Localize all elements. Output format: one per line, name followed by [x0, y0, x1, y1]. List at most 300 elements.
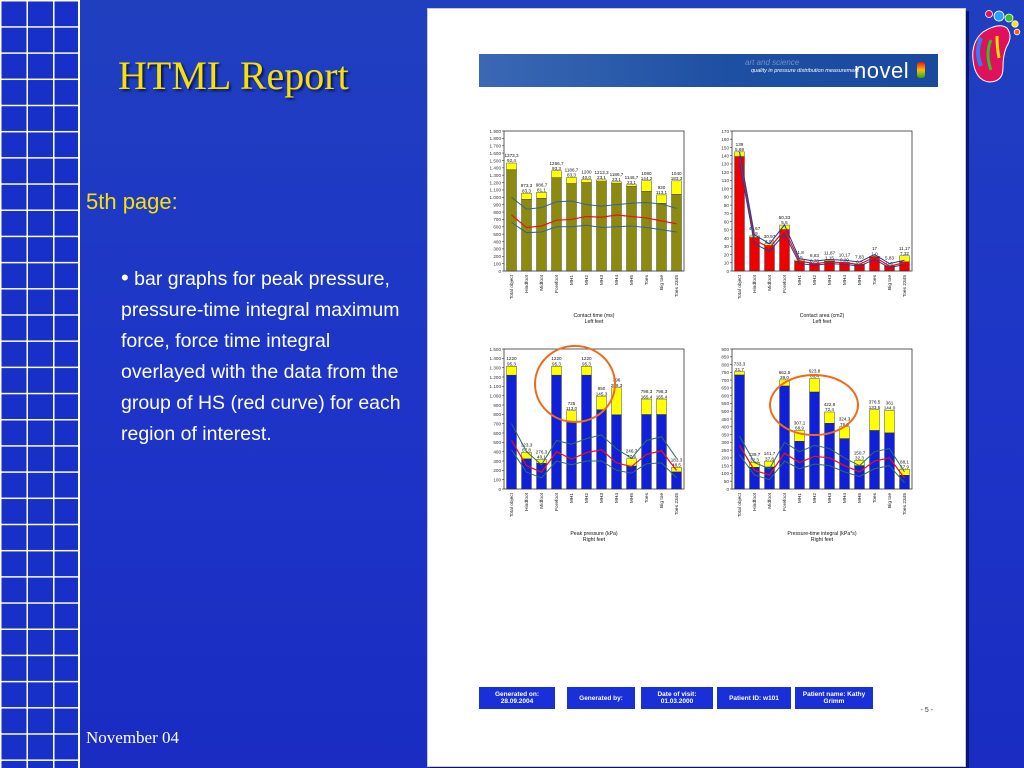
chart-svg — [706, 123, 918, 333]
category-label: Toes 2345 — [675, 493, 680, 516]
chart-pressure-time-integral — [706, 341, 918, 551]
error-bar — [582, 366, 592, 375]
data-label: 93,3 — [552, 165, 561, 171]
bar — [780, 386, 790, 489]
data-label: 733,3 — [733, 361, 746, 367]
y-tick-label: 130 — [721, 161, 729, 167]
error-bar — [597, 180, 607, 182]
data-label: 165,4 — [655, 394, 668, 400]
data-label: 40,67 — [748, 225, 761, 231]
category-label: Hindfoot — [753, 275, 758, 293]
error-bar — [735, 372, 745, 375]
bar — [885, 433, 895, 489]
y-tick-label: 1.100 — [489, 187, 501, 193]
y-tick-label: 300 — [493, 458, 501, 464]
data-label: 1220 — [506, 356, 517, 362]
y-tick-label: 0 — [498, 268, 501, 274]
data-label: 796 — [612, 377, 621, 383]
data-label: 145,3 — [595, 391, 608, 397]
data-label: 17 — [871, 246, 878, 252]
data-label: 324,3 — [838, 416, 851, 422]
y-tick-label: 1.500 — [489, 158, 501, 164]
data-label: 1,0 — [871, 251, 878, 257]
category-label: MH1 — [570, 275, 575, 286]
category-label: MH5 — [630, 275, 635, 286]
category-label: Midfoot — [768, 275, 773, 291]
category-label: Forefoot — [555, 275, 560, 293]
error-bar — [552, 366, 562, 375]
x-axis-label: Contact area (cm2) — [799, 313, 845, 319]
category-label: MH3 — [828, 275, 833, 286]
data-label: 623,8 — [808, 368, 821, 374]
page-number: - 5 - — [920, 707, 933, 714]
data-label: 8,83 — [810, 253, 819, 259]
y-tick-label: 50 — [723, 479, 729, 485]
category-label: MH5 — [858, 275, 863, 286]
y-tick-label: 60 — [723, 219, 729, 225]
data-label: 307,1 — [793, 420, 806, 426]
info-box-date-of-visit: Date of visit: 01.03.2000 — [641, 687, 713, 709]
bar — [735, 375, 745, 489]
bullet-marker: • — [121, 265, 129, 290]
error-bar — [507, 163, 517, 170]
data-label: 1,9 — [751, 231, 758, 237]
category-label: MH2 — [813, 493, 818, 504]
bar — [597, 182, 607, 271]
y-tick-label: 850 — [721, 354, 729, 360]
error-bar — [642, 399, 652, 414]
bar — [522, 199, 532, 271]
y-tick-label: 400 — [721, 424, 729, 430]
category-label: MH2 — [585, 493, 590, 504]
data-label: 50,33 — [778, 215, 791, 221]
category-label: Big toe — [660, 493, 665, 508]
error-bar — [642, 181, 652, 192]
y-tick-label: 150 — [721, 145, 729, 151]
category-label: MH4 — [615, 493, 620, 504]
category-label: Forefoot — [783, 275, 788, 293]
category-label: Toes 2345 — [903, 493, 908, 516]
data-label: 141,7 — [763, 451, 776, 457]
info-box-patient-id: Patient ID: w101 — [717, 687, 791, 709]
chart-subtitle: Left feet — [584, 319, 604, 325]
category-label: Big toe — [888, 275, 893, 290]
data-label: 76,3 — [840, 421, 849, 427]
error-bar — [612, 182, 622, 184]
data-label: 77,5 — [627, 453, 636, 459]
y-tick-label: 1.100 — [489, 384, 501, 390]
y-tick-label: 800 — [493, 209, 501, 215]
category-label: Big toe — [660, 275, 665, 290]
x-axis-label: Contact time (ms) — [573, 313, 615, 319]
error-bar — [627, 185, 637, 187]
y-tick-label: 0 — [726, 268, 729, 274]
y-tick-label: 1.400 — [489, 165, 501, 171]
data-label: 7,83 — [855, 254, 864, 260]
bar — [672, 194, 682, 271]
category-label: Toes 2345 — [903, 275, 908, 298]
category-label: Hindfoot — [753, 493, 758, 511]
data-label: 88,1 — [900, 459, 909, 465]
y-tick-label: 350 — [721, 432, 729, 438]
y-tick-label: 200 — [493, 254, 501, 260]
chart-contact-area — [706, 123, 918, 333]
y-tick-label: 750 — [721, 370, 729, 376]
y-tick-label: 900 — [493, 402, 501, 408]
bar — [552, 178, 562, 271]
data-label: 973,3 — [520, 183, 533, 189]
category-label: Toes — [645, 493, 650, 504]
data-label: 113,0 — [565, 405, 578, 411]
bar — [795, 441, 805, 489]
error-bar — [885, 410, 895, 432]
y-tick-label: 1.800 — [489, 136, 501, 142]
error-bar — [810, 379, 820, 392]
category-label: Toes — [873, 275, 878, 286]
data-label: 5,69 — [735, 147, 744, 153]
bar — [507, 375, 517, 489]
category-label: Midfoot — [540, 493, 545, 509]
data-label: 165,4 — [640, 394, 653, 400]
y-tick-label: 400 — [493, 449, 501, 455]
data-label: 1,5 — [796, 255, 803, 261]
category-label: Toes — [645, 275, 650, 286]
chart-peak-pressure — [478, 341, 690, 551]
error-bar — [672, 181, 682, 195]
y-tick-label: 80 — [723, 202, 729, 208]
bar — [810, 392, 820, 489]
chart-subtitle: Left feet — [812, 319, 832, 325]
chart-contact-time — [478, 123, 690, 333]
data-label: 1080 — [641, 170, 652, 176]
error-bar — [657, 195, 667, 203]
data-label: 23,1 — [627, 180, 636, 186]
category-label: MH5 — [630, 493, 635, 504]
error-bar — [870, 410, 880, 431]
data-label: 422,8 — [823, 401, 836, 407]
chart-subtitle: Right feet — [582, 537, 606, 543]
data-label: 5,83 — [885, 255, 894, 261]
data-label: 1186,7 — [609, 171, 624, 177]
data-label: 662,5 — [778, 369, 791, 375]
category-label: Forefoot — [555, 493, 560, 511]
banner-quality: quality in pressure distribution measurement — [751, 68, 859, 74]
bar — [582, 183, 592, 271]
data-label: 1266,7 — [549, 160, 564, 166]
data-label: 32,3 — [855, 455, 864, 461]
error-bar — [627, 459, 637, 466]
data-label: 40,1 — [537, 454, 546, 460]
y-tick-label: 30 — [723, 244, 729, 250]
data-label: 1146,7 — [624, 174, 639, 180]
y-tick-label: 1.000 — [489, 195, 501, 201]
banner-tagline: art and science — [745, 58, 800, 67]
category-label: MH3 — [600, 275, 605, 286]
data-label: 1040 — [671, 170, 682, 176]
y-tick-label: 0 — [726, 486, 729, 492]
category-label: Forefoot — [783, 493, 788, 511]
category-label: MH3 — [600, 493, 605, 504]
category-label: MH1 — [570, 493, 575, 504]
y-tick-label: 110 — [721, 178, 729, 184]
data-label: 850 — [597, 386, 606, 392]
info-box-patient-name: Patient name: Kathy Grimm — [795, 687, 873, 709]
data-label: 21,7 — [735, 366, 744, 372]
data-label: 5,5 — [781, 220, 788, 226]
data-label: 0,3 — [856, 259, 863, 265]
error-bar — [612, 388, 622, 415]
bar — [537, 198, 547, 271]
data-label: 95,3 — [507, 361, 516, 367]
bar — [642, 414, 652, 489]
y-tick-label: 100 — [721, 471, 729, 477]
category-label: MH1 — [798, 275, 803, 286]
category-label: Midfoot — [768, 493, 773, 509]
data-label: 376,5 — [868, 399, 881, 405]
y-tick-label: 70 — [723, 211, 729, 217]
data-label: 139,7 — [748, 452, 761, 458]
y-tick-label: 100 — [721, 186, 729, 192]
error-bar — [597, 396, 607, 410]
y-tick-label: 1.500 — [489, 346, 501, 352]
y-tick-label: 800 — [721, 362, 729, 368]
y-tick-label: 450 — [721, 416, 729, 422]
bar — [612, 415, 622, 489]
x-axis-label: Pressure-time integral (kPa*s) — [787, 531, 857, 537]
data-label: 11,17 — [898, 245, 911, 251]
bar — [507, 170, 517, 271]
y-tick-label: 1.700 — [489, 143, 501, 149]
slide-title: HTML Report — [118, 53, 349, 98]
category-label: Midfoot — [540, 275, 545, 291]
y-tick-label: 1.000 — [489, 393, 501, 399]
y-tick-label: 250 — [721, 447, 729, 453]
data-label: 40,0 — [582, 174, 591, 180]
bar — [657, 203, 667, 271]
data-label: 144,2 — [640, 175, 653, 181]
data-label: 95,3 — [552, 361, 561, 367]
bar — [627, 466, 637, 489]
y-tick-label: 650 — [721, 385, 729, 391]
data-label: 986,7 — [535, 182, 548, 188]
y-tick-label: 100 — [493, 477, 501, 483]
category-label: MH2 — [585, 275, 590, 286]
data-label: 32,3 — [750, 457, 759, 463]
category-label: MH1 — [798, 493, 803, 504]
y-tick-label: 120 — [721, 169, 729, 175]
data-label: 1373,3 — [504, 153, 519, 159]
bullet-text: bar graphs for peak pressure, pressure-time integral maximum force, force time integral overlayed with the data from the group of HS (red curve) for each region of interest. — [121, 268, 401, 445]
chart-subtitle: Right feet — [810, 537, 834, 543]
data-label: 1186,7 — [564, 167, 579, 173]
y-tick-label: 1.400 — [489, 356, 501, 362]
data-label: 86,4 — [810, 373, 819, 379]
data-label: 323,3 — [520, 442, 533, 448]
category-label: Hindfoot — [525, 275, 530, 293]
y-tick-label: 150 — [721, 463, 729, 469]
category-label: Total object — [738, 275, 743, 300]
y-tick-label: 170 — [721, 128, 729, 134]
data-label: 92,4 — [507, 158, 516, 164]
data-label: 1220 — [551, 356, 562, 362]
data-label: 144,0 — [883, 405, 896, 411]
data-label: 10,17 — [838, 252, 851, 258]
y-tick-label: 200 — [493, 468, 501, 474]
category-label: MH4 — [843, 275, 848, 286]
report-banner — [479, 54, 938, 87]
category-label: Toes — [873, 493, 878, 504]
report-page — [427, 8, 966, 767]
data-label: 48,5 — [672, 462, 681, 468]
y-tick-label: 1.300 — [489, 365, 501, 371]
error-bar — [567, 411, 577, 422]
y-tick-label: 700 — [721, 377, 729, 383]
data-label: 798,3 — [655, 389, 668, 395]
y-tick-label: 500 — [721, 409, 729, 415]
y-tick-label: 550 — [721, 401, 729, 407]
data-label: 39,0 — [780, 375, 789, 381]
data-label: 920 — [657, 184, 666, 190]
y-tick-label: 140 — [721, 153, 729, 159]
data-label: 361 — [885, 400, 894, 406]
y-tick-label: 40 — [723, 235, 729, 241]
data-label: 2,03 — [765, 239, 774, 245]
y-tick-label: 600 — [721, 393, 729, 399]
bar — [642, 191, 652, 271]
data-label: 246,7 — [625, 448, 638, 454]
y-tick-label: 100 — [493, 261, 501, 267]
bar — [552, 375, 562, 489]
category-label: MH5 — [858, 493, 863, 504]
data-label: 37,8 — [765, 456, 774, 462]
x-axis-label: Peak pressure (kPa) — [570, 531, 618, 537]
data-label: 95,3 — [582, 361, 591, 367]
category-label: Total object — [738, 493, 743, 518]
info-box-row — [479, 687, 923, 709]
category-label: Hindfoot — [525, 493, 530, 511]
category-label: MH3 — [828, 493, 833, 504]
y-tick-label: 300 — [493, 246, 501, 252]
data-label: 1220 — [581, 356, 592, 362]
y-tick-label: 1.200 — [489, 374, 501, 380]
y-tick-label: 1.600 — [489, 150, 501, 156]
y-tick-label: 600 — [493, 224, 501, 230]
y-tick-label: 900 — [493, 202, 501, 208]
data-label: 67,8 — [522, 447, 531, 453]
y-tick-label: 1.900 — [489, 128, 501, 134]
y-tick-label: 400 — [493, 239, 501, 245]
data-label: 83,3 — [567, 172, 576, 178]
data-label: 83,3 — [522, 188, 531, 194]
data-label: 276,3 — [535, 449, 548, 455]
error-bar — [825, 412, 835, 423]
data-label: 11,8 — [795, 250, 804, 256]
error-bar — [552, 171, 562, 178]
data-label: 7,32 — [900, 250, 909, 256]
data-label: 183,3 — [670, 176, 683, 182]
bar — [627, 187, 637, 271]
y-tick-label: 700 — [493, 217, 501, 223]
category-label: Toes 2345 — [675, 275, 680, 298]
y-tick-label: 20 — [723, 252, 729, 258]
y-tick-label: 500 — [493, 440, 501, 446]
data-label: 30,97 — [763, 233, 776, 239]
category-label: MH2 — [813, 275, 818, 286]
brand-mark-icon — [917, 62, 925, 78]
bullet-point — [121, 262, 406, 450]
subheading: 5th page: — [86, 189, 178, 214]
data-label: 113,1 — [655, 190, 668, 196]
info-box-generated-by: Generated by: — [567, 687, 635, 709]
data-label: 1213,3 — [594, 169, 609, 175]
data-label: 139 — [735, 141, 744, 147]
category-label: Big toe — [888, 493, 893, 508]
footer-date: November 04 — [86, 728, 180, 747]
data-label: 0,6 — [886, 260, 893, 266]
error-bar — [522, 193, 532, 199]
y-tick-label: 500 — [493, 231, 501, 237]
error-bar — [522, 452, 532, 458]
bar — [567, 421, 577, 489]
error-bar — [567, 177, 577, 183]
decorative-grid — [0, 0, 80, 768]
y-tick-label: 10 — [723, 260, 729, 266]
y-tick-label: 800 — [493, 412, 501, 418]
data-label: 0,29 — [840, 257, 849, 263]
data-label: 289,3 — [610, 382, 623, 388]
data-label: 798,3 — [640, 389, 653, 395]
category-label: MH4 — [615, 275, 620, 286]
category-label: Total object — [510, 275, 515, 300]
error-bar — [582, 180, 592, 183]
data-label: 23,1 — [612, 177, 621, 183]
error-bar — [657, 399, 667, 414]
y-tick-label: 1.300 — [489, 173, 501, 179]
y-tick-label: 200 — [721, 455, 729, 461]
bar — [582, 375, 592, 489]
data-label: 725 — [567, 400, 576, 406]
data-label: 1,15 — [825, 255, 834, 261]
data-label: 23,1 — [597, 175, 606, 181]
category-label: MH4 — [843, 493, 848, 504]
y-tick-label: 90 — [723, 194, 729, 200]
y-tick-label: 0 — [498, 486, 501, 492]
foot-icon — [963, 2, 1021, 86]
y-tick-label: 700 — [493, 421, 501, 427]
data-label: 1200 — [581, 169, 592, 175]
data-label: 68,9 — [795, 425, 804, 431]
error-bar — [537, 192, 547, 198]
chart-svg — [478, 123, 690, 333]
category-label: Total object — [510, 493, 515, 518]
error-bar — [507, 366, 517, 375]
y-tick-label: 300 — [721, 440, 729, 446]
y-tick-label: 160 — [721, 137, 729, 143]
data-label: 183,3 — [670, 457, 683, 463]
data-label: 37,9 — [900, 464, 909, 470]
data-label: 150,7 — [853, 450, 866, 456]
chart-svg — [478, 341, 690, 551]
y-tick-label: 600 — [493, 430, 501, 436]
banner-brand: novel — [854, 58, 910, 83]
y-tick-label: 1.200 — [489, 180, 501, 186]
y-tick-label: 50 — [723, 227, 729, 233]
data-label: 133,5 — [868, 404, 881, 410]
chart-svg — [706, 341, 918, 551]
data-label: 72,4 — [825, 407, 834, 413]
info-box-generated-on: Generated on: 28.09.2004 — [479, 687, 555, 709]
y-tick-label: 900 — [721, 346, 729, 352]
